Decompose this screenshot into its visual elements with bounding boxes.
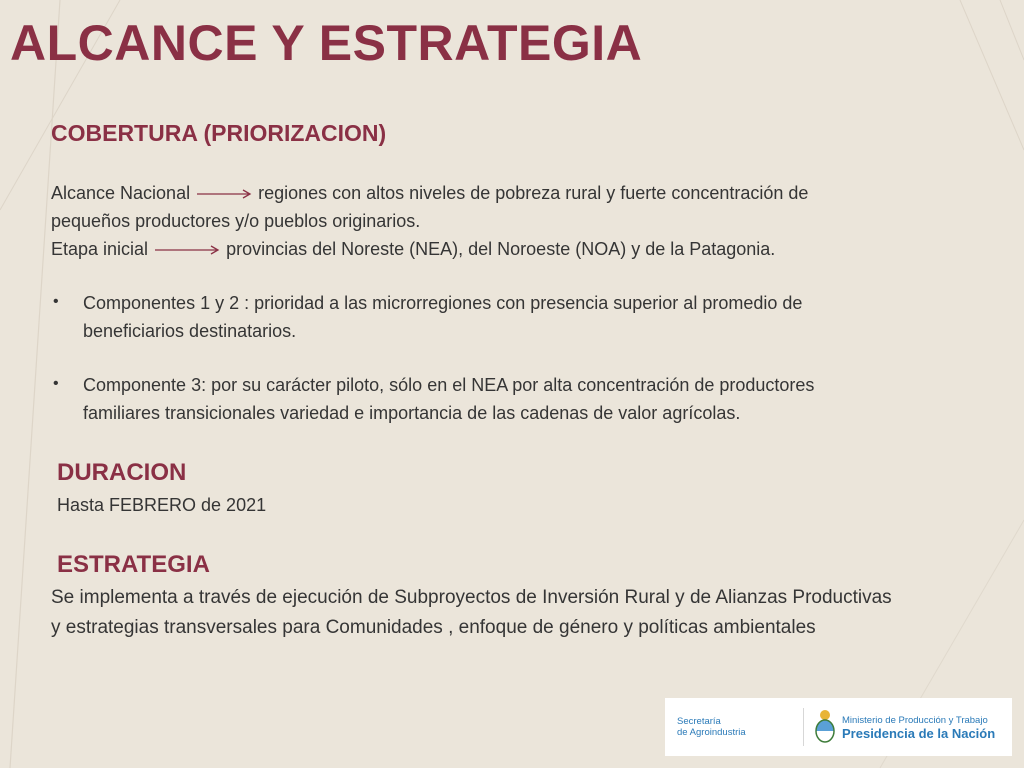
estrategia-line-2: y estrategias transversales para Comunidades , enfoque de género y políticas ambientales [51, 617, 816, 638]
alcance-line [51, 183, 808, 204]
arrow-right-icon [196, 189, 252, 199]
page-title: ALCANCE Y ESTRATEGIA [10, 15, 643, 71]
alcance-label: Alcance Nacional [51, 183, 191, 203]
bullet-icon: • [53, 375, 59, 392]
footer-divider [803, 708, 804, 746]
coat-of-arms-icon [814, 708, 836, 744]
alcance-text: regiones con altos niveles de pobreza rural y fuerte concentración de [258, 183, 809, 203]
estrategia-heading: ESTRATEGIA [57, 551, 210, 578]
bullet-2-line-1: Componente 3: por su carácter piloto, sólo en el NEA por alta concentración de productores [83, 375, 815, 395]
duracion-text: Hasta FEBRERO de 2021 [57, 495, 267, 515]
bullet-1-line-1: Componentes 1 y 2 : prioridad a las microrregiones con presencia superior al promedio de [83, 293, 803, 313]
cobertura-heading: COBERTURA (PRIORIZACION) [51, 120, 387, 146]
etapa-line [51, 239, 775, 260]
bullet-icon: • [53, 293, 59, 310]
secretaria-logo [677, 716, 746, 738]
secretaria-line-1: Secretaría [677, 716, 721, 727]
arrow-right-icon [154, 245, 220, 255]
bullet-1-line-2: beneficiarios destinatarios. [83, 321, 297, 341]
etapa-label: Etapa inicial [51, 239, 149, 259]
estrategia-line-1: Se implementa a través de ejecución de Subproyectos de Inversión Rural y de Alianzas Productivas [51, 587, 892, 608]
bullet-2-line-2: familiares transicionales variedad e importancia de las cadenas de valor agrícolas. [83, 403, 741, 423]
etapa-text: provincias del Noreste (NEA), del Noroeste (NOA) y de la Patagonia. [226, 239, 776, 259]
duracion-heading: DURACION [57, 459, 187, 486]
footer-logos [665, 698, 1012, 756]
presidencia-text: Presidencia de la Nación [842, 726, 996, 741]
secretaria-line-2: de Agroindustria [677, 727, 746, 738]
ministerio-text: Ministerio de Producción y Trabajo [842, 715, 988, 726]
alcance-text-continued: pequeños productores y/o pueblos originarios. [51, 211, 421, 231]
